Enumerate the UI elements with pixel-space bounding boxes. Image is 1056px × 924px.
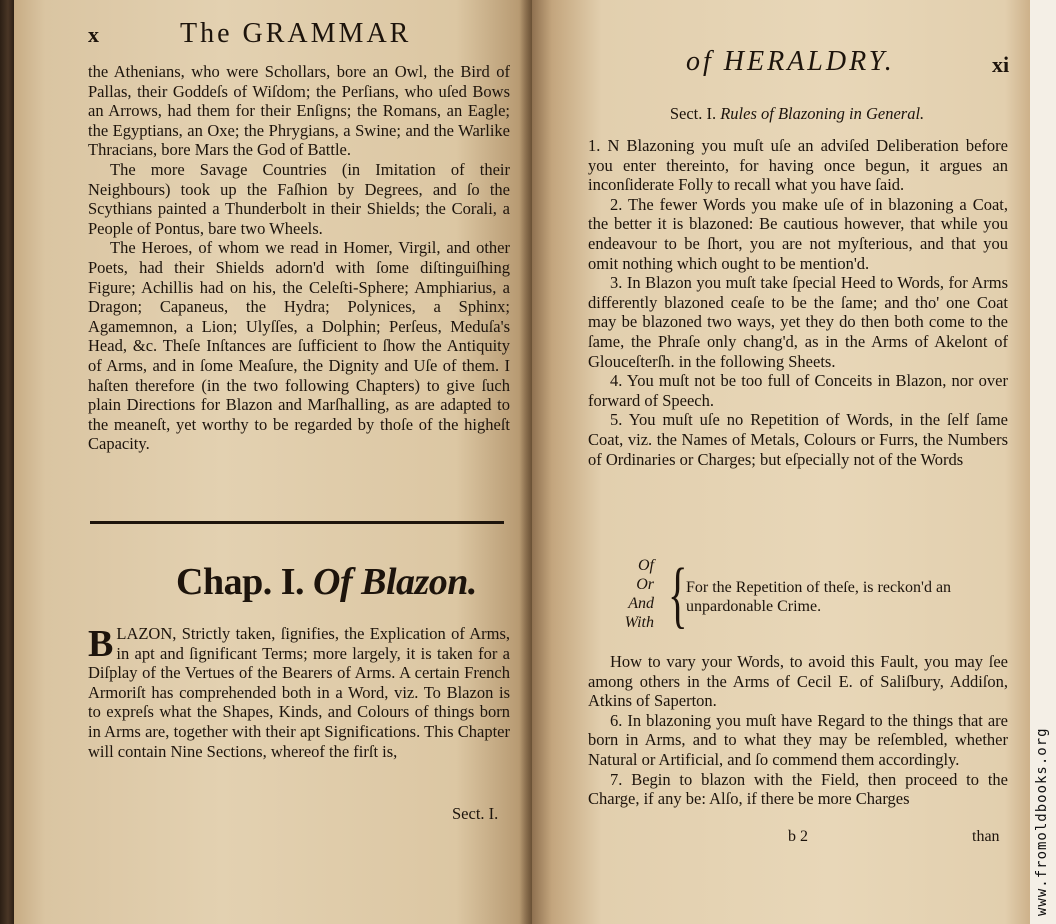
left-running-head: The GRAMMAR bbox=[180, 18, 412, 49]
brace-word: With bbox=[624, 614, 654, 631]
rule-4: 4. You muſt not be too full of Conceits in Blazon, nor over forward of Speech. bbox=[588, 371, 1008, 410]
watermark-text: www.fromoldbooks.org bbox=[1034, 727, 1050, 916]
left-page bbox=[14, 0, 534, 924]
right-page bbox=[532, 0, 1030, 924]
brace-word: Or bbox=[636, 576, 654, 593]
section-heading bbox=[592, 104, 1002, 124]
chapter-title-roman: Chap. I. bbox=[176, 561, 304, 603]
left-page-number: x bbox=[88, 22, 99, 47]
section-heading-roman: Sect. I. bbox=[669, 104, 717, 123]
paragraph: the Athenians, who were Schollars, bore an Owl, the Bird of Pallas, their Goddeſs of Wiſdom; the Perſians, who uſed Bows an Arrows, had them for their Enſigns; the Romans, an Eagle; the Egyptians, an Oxe; the Phrygians, a Swine; and the Warlike Thracians, bore Mars the God of Battle. bbox=[88, 62, 510, 160]
rule-6: 6. In blazoning you muſt have Regard to the things that are born in Arms, and to what they may be reſembled, whether Natural or Artificial, and ſo commend them accordingly. bbox=[588, 710, 1008, 769]
right-catchword: than bbox=[972, 828, 1000, 845]
right-body-text-upper bbox=[588, 136, 1008, 469]
right-page-number: xi bbox=[992, 52, 1010, 77]
right-running-head: of HERALDRY. bbox=[686, 46, 895, 77]
chapter-paragraph: LAZON, Strictly taken, ſignifies, the Explication of Arms, in apt and ſignificant Terms; more largely, it is taken for a Diſplay of the Vertues of the Bearers of Arms. A certain French Armoriſt has comprehended both in a Word, viz. To Blazon is to expreſs what the Shapes, Kinds, and Colours of things born in Arms are, together with their apt Significations. This Chapter will contain Nine Sections, whereof the firſt is, bbox=[88, 624, 510, 761]
rule-5: 5. You muſt uſe no Repetition of Words, in the ſelf ſame Coat, viz. the Names of Metals, Colours or Furrs, the Numbers of Ordinaries or Charges; but eſpecially not of the Words bbox=[588, 410, 1008, 469]
chapter-text bbox=[88, 624, 510, 761]
chapter-title-italic: Of Blazon. bbox=[313, 561, 477, 603]
chapter-divider-rule bbox=[90, 521, 504, 524]
paragraph: The more Savage Countries (in Imitation of their Neighbours) took up the Faſhion by Degrees, and ſo the Scythians painted a Thunderbolt in their Shields; the Corali, a People of Pontus, bare two Wheels. bbox=[88, 159, 510, 238]
signature-mark: b 2 bbox=[788, 828, 808, 845]
paragraph: The Heroes, of whom we read in Homer, Virgil, and other Poets, had their Shields adorn'd with ſome diſtinguiſhing Figure; Achillis had on his, the Celeſti-Sphere; Amphiarius, a Dragon; Capaneus, the Hydra; Polynices, a Sphinx; Agamemnon, a Lion; Ulyſſes, a Dolphin; Perſeus, Meduſa's Head, &c. Theſe Inſtances are ſufficient to ſhow the Antiquity of Arms, and in ſome Meaſure, the Dignity and Uſe of them. I haſten therefore (in the two following Chapters) to give ſuch plain Directions for Blazon and Marſhalling, as are adapted to the meaneſt, yet worthy to be regarded by thoſe of the higheſt Capacity. bbox=[88, 238, 510, 454]
chapter-title bbox=[176, 560, 477, 604]
brace-block bbox=[592, 556, 1012, 636]
watermark-strip bbox=[1030, 0, 1056, 924]
brace-word-list bbox=[602, 556, 654, 632]
brace-word: And bbox=[628, 595, 654, 612]
drop-cap: B bbox=[88, 623, 114, 665]
after-brace-paragraph: How to vary your Words, to avoid this Fault, you may ſee among others in the Arms of Cecil E. of Saliſbury, Addiſon, Atkins of Saperton. bbox=[588, 652, 1008, 711]
brace-text: For the Repetition of theſe, is reckon'd an unpardonable Crime. bbox=[686, 579, 952, 615]
brace-word: Of bbox=[638, 557, 654, 574]
rule-3: 3. In Blazon you muſt take ſpecial Heed to Words, for Arms differently blazoned ceaſe to be the ſame; and tho' one Coat may be blazoned two ways, yet they do then both come to the ſame, the Phraſe only chang'd, as in the Arms of Akelont of Glouceſterſh. in the following Sheets. bbox=[588, 273, 1008, 371]
curly-brace-glyph: { bbox=[667, 554, 688, 636]
right-body-text-lower bbox=[588, 652, 1008, 809]
left-body-text bbox=[88, 62, 510, 454]
section-heading-italic: Rules of Blazoning in General. bbox=[720, 104, 925, 123]
rule-1: 1. N Blazoning you muſt uſe an adviſed Deliberation before you enter thereinto, for having once begun, it argues an inconſiderate Folly to recall what you have ſaid. bbox=[588, 136, 1008, 195]
rule-2: 2. The fewer Words you make uſe of in blazoning a Coat, the better it is blazoned: Be cautious however, that while you endeavour to be ſhort, you are not myſterious, and that you omit nothing which ought to be mention'd. bbox=[588, 194, 1008, 273]
left-catchword: Sect. I. bbox=[452, 804, 499, 823]
rule-7: 7. Begin to blazon with the Field, then proceed to the Charge, if any be: Alſo, if there be more Charges bbox=[588, 769, 1008, 809]
